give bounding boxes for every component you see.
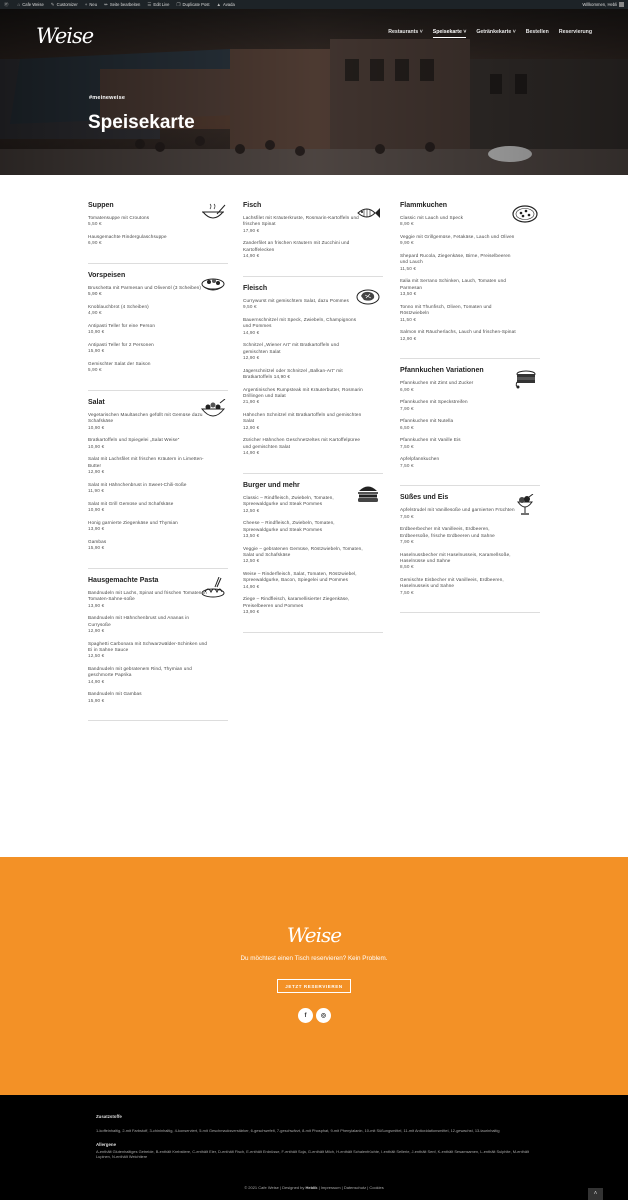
fish-icon: [355, 202, 381, 224]
menu-item-price: 21,90 €: [243, 399, 260, 405]
reservation-logo: Weise: [286, 923, 342, 947]
menu-item: [243, 317, 383, 336]
salad-plate-icon: [200, 272, 226, 294]
menu-item: [88, 234, 228, 247]
home-icon: ⌂: [17, 2, 21, 7]
duplicate-icon: ❐: [176, 1, 181, 7]
menu-item: [243, 546, 383, 565]
menu-item-price: 11,90 €: [88, 488, 105, 494]
admin-bar-item[interactable]: [147, 2, 169, 8]
menu-item-name: Veggie mit Grillgemüse, Fetakäse, Lauch und Oliven: [400, 234, 515, 239]
menu-item: [243, 342, 383, 361]
admin-bar-item-label[interactable]: Neu: [89, 2, 98, 7]
account-greeting[interactable]: Willkommen, Hebli: [582, 2, 617, 7]
menu-item-price: 5,90 €: [88, 367, 102, 373]
menu-item-name: Italia mit Serrano Schinken, Lauch, Tomaten und Parmesan: [400, 278, 507, 290]
steak-icon: [355, 285, 381, 307]
flatbread-icon: [512, 202, 538, 224]
menu-section-title: Salat: [88, 399, 105, 406]
menu-item-name: Haselnussbecher mit Haselnusseis, Karamellsoße, Haselnüsse und Sahne: [400, 551, 511, 564]
live-icon: ☰: [147, 1, 152, 7]
menu-item-price: 10,90 €: [88, 443, 105, 449]
page-title: Speisekarte: [88, 112, 195, 133]
menu-section: [88, 272, 228, 391]
menu-item: [400, 399, 540, 412]
menu-item-name: Tomatensuppe mit Croutons: [88, 215, 150, 220]
admin-bar-item[interactable]: [176, 2, 209, 8]
menu-item-price: 14,90 €: [243, 450, 260, 456]
edit-icon: ✏: [104, 1, 108, 7]
menu-item-price: 7,90 €: [400, 405, 414, 411]
menu-item-name: Bauernschnitzel mit Speck, Zwiebeln, Champignons und Pommes: [243, 316, 357, 329]
menu-item-name: Pfannkuchen mit Nutella: [400, 418, 454, 424]
menu-section-title: Vorspeisen: [88, 272, 126, 279]
nav-item[interactable]: Bestellen: [525, 29, 549, 35]
menu-section-title: Süßes und Eis: [400, 494, 449, 502]
menu-section-title: Suppen: [88, 202, 114, 209]
menu-item-name: Bruschetta mit Parmesan und Olivenöl (3 Scheiben) 5,90 €: [88, 285, 202, 297]
admin-bar-item-label[interactable]: Customizer: [56, 2, 78, 7]
menu-item-name: Ziege – Rindfleisch, karamellisierter Ziegenkäse, Preiselbeeren und Pommes: [243, 596, 350, 608]
nav-item[interactable]: Speisekarte ˅: [433, 29, 467, 38]
menu-item-price: 12,50 €: [243, 507, 260, 513]
main-nav: [388, 29, 592, 38]
legal-links[interactable]: | Impressum | Datenschutz | Cookies: [318, 1185, 384, 1190]
menu-item-name: Pfannkuchen mit Zimt und Zucker: [400, 380, 474, 386]
menu-item-price: 4,90 €: [88, 310, 102, 316]
admin-bar-item[interactable]: [4, 2, 11, 8]
menu-item-price: 14,90 €: [243, 583, 260, 589]
menu-section: [88, 577, 228, 722]
menu-item-name: Weise – Rinderfleisch, Salat, Tomaten, Röstzwiebel, Spreewaldgurke, Bacon, Spiegelei und Pommes: [243, 571, 357, 583]
menu-item-name: Apfelstrudel mit Vanillesoße und garnierten Früchten: [400, 507, 515, 513]
menu-section: [88, 399, 228, 569]
menu-column-1: [88, 200, 228, 729]
allergens-text: A-enthält Glutenhaltiges Getreide, B-enthält Krebstiere, C-enthält Eier, D-enthält Fisch, E-enthält Erdnüsse, F-enthält Soja, G-enthält Milch, H-enthält Schalenfrüchte, I-enthält Sellerie, J-enthält Senf, K-enthält Sesamsamen, L-enthält Sulphite, M-enthält Lupinen, N-enthält Weichtiere: [96, 1149, 529, 1160]
reservation-section: [0, 857, 628, 1095]
facebook-icon[interactable]: f: [298, 1008, 313, 1023]
menu-section-title: Burger und mehr: [243, 481, 300, 489]
menu-item: [400, 526, 540, 545]
admin-bar-items: [4, 2, 242, 8]
menu-item: [88, 615, 228, 634]
menu-item-price: 9,50 €: [243, 304, 257, 310]
menu-section: [400, 494, 540, 613]
menu-item-price: 13,90 €: [88, 602, 105, 608]
menu-item-name: Jägerschnitzel oder Schnitzel „Balkan-Art“ mit Bratkartoffeln 14,90 €: [243, 367, 343, 380]
menu-item-name: Hähnchen Schnitzel mit Bratkartoffeln und gemischten Salat: [243, 412, 362, 424]
menu-item-name: Knoblauchbrot (4 Scheiben): [88, 304, 149, 309]
menu-item-price: 7,90 €: [400, 539, 414, 545]
menu-item-price: 13,50 €: [243, 533, 260, 539]
menu-item-price: 5,50 €: [88, 221, 102, 227]
menu-item-name: Züricher Hähnchen Geschnetzeltes mit Kartoffelpüree und gemischten Salat: [243, 437, 361, 449]
menu-item-name: Pfannkuchen mit Speckstreifen: [400, 399, 468, 405]
menu-item-price: 15,90 €: [88, 545, 105, 551]
menu-section-title: Fisch: [243, 202, 262, 209]
admin-bar-item[interactable]: [51, 2, 78, 8]
wordpress-icon: Ⓦ: [4, 1, 9, 7]
menu-item-name: Bandnudeln mit Hähnchenbrust und Ananas in Currysoße: [88, 615, 190, 627]
menu-item-price: 10,90 €: [88, 329, 105, 335]
menu-item: [243, 412, 383, 431]
menu-item-name: Antipasti Teller für 2 Personen: [88, 342, 154, 347]
menu-item-name: Salmon mit Räucherlachs, Lauch und frischen-Spinat: [400, 329, 516, 335]
hero-hashtag: #meineweise: [89, 95, 126, 101]
menu-item-price: 10,90 €: [88, 424, 105, 430]
admin-bar-item-label[interactable]: Cafe Weise: [22, 2, 44, 7]
menu-item-name: Honig garnierte Ziegenkäse und Thymian: [88, 519, 178, 525]
menu-item-price: 10,90 €: [88, 507, 105, 513]
menu-item: [88, 501, 228, 514]
menu-item-price: 6,90 €: [400, 386, 414, 392]
menu-item: [88, 520, 228, 533]
menu-item-name: Gambas: [88, 538, 107, 544]
menu-section: [88, 202, 228, 264]
menu-item-price: 13,50 €: [400, 291, 417, 297]
admin-bar: [0, 0, 628, 9]
pasta-plate-icon: [200, 577, 226, 599]
menu-item-name: Tonno mit Thunfisch, Oliven, Tomaten und Röstzwiebeln: [400, 303, 492, 316]
menu-item-name: Vegetarischen Maultaschen gefüllt mit Gemüse dazu Schafskäse: [88, 412, 203, 424]
menu-item-name: Shepard Rucola, Ziegenkäse, Birne, Preiselbeeren und Lauch: [400, 253, 511, 265]
brush-icon: ✎: [50, 1, 55, 7]
menu-item-price: 12,90 €: [88, 628, 105, 634]
menu-column-3: [400, 200, 540, 621]
pancake-stack-icon: [512, 367, 538, 389]
menu-item-name: Schnitzel „Wiener Art“ mit Bratkartoffeln und gemischten Salat: [243, 342, 340, 354]
admin-bar-item-label[interactable]: Seite bearbeiten: [109, 2, 141, 7]
ice-cream-sundae-icon: [512, 494, 538, 516]
menu-item-price: 7,50 €: [400, 513, 414, 519]
copyright-text: © 2021 Cafe Weise | Designed by: [244, 1185, 305, 1190]
menu-item-price: 11,50 €: [400, 265, 417, 271]
menu-item-price: 12,90 €: [88, 469, 105, 475]
hero-banner: [0, 9, 628, 175]
menu-item-name: Salat mit Lachsfilet mit frischen Kräutern in Limetten-Butter: [88, 456, 204, 468]
menu-item: [88, 361, 228, 374]
menu-column-2: [243, 200, 383, 641]
menu-item-price: 9,90 €: [400, 240, 414, 246]
allergens-title: Allergene: [96, 1142, 117, 1147]
nav-item[interactable]: Getränkekarte ˅: [476, 29, 516, 35]
menu-item: [243, 437, 383, 456]
menu-section-title: Flammkuchen: [400, 202, 448, 209]
menu-item: [400, 234, 540, 247]
menu-item-name: Erdbeerbecher mit Vanilleeis, Erdbeeren, Erdbeersoße, frische Erdbeeren und Sahne: [400, 526, 495, 538]
avada-icon: ▲: [216, 2, 221, 7]
reservation-text: Du möchtest einen Tisch reservieren? Kein Problem.: [240, 955, 388, 962]
menu-item: [400, 456, 540, 469]
menu-item-price: 6,50 €: [400, 424, 414, 430]
menu-item-price: 15,90 €: [88, 697, 105, 703]
instagram-icon[interactable]: ◎: [316, 1008, 331, 1023]
menu-item-price: 14,90 €: [88, 678, 105, 684]
menu-item-name: Hausgemachte Rindergulaschsuppe: [88, 234, 167, 239]
admin-bar-item[interactable]: [18, 2, 44, 8]
menu-item-name: Classic mit Lauch und Speck: [400, 215, 464, 220]
menu-section: [400, 202, 540, 359]
menu-item-name: Gemischter Salat der Saison: [88, 361, 151, 366]
nav-item[interactable]: Restaurants ˅: [388, 29, 423, 35]
menu-item: [88, 691, 228, 704]
menu-section-title: Fleisch: [243, 284, 268, 292]
menu-item-price: 12,90 €: [243, 355, 260, 361]
menu-item: [400, 329, 540, 342]
menu-item-price: 14,90 €: [243, 253, 260, 259]
menu-item: [88, 641, 228, 660]
menu-item-name: Lachsfilet mit Kräuterkruste, Rosmarin-Kartoffeln und frischen Spinat: [243, 215, 359, 227]
menu-section: [243, 482, 383, 633]
menu-item: [243, 240, 383, 259]
menu-item-price: 15,90 €: [88, 348, 105, 354]
site-logo[interactable]: Weise: [36, 24, 94, 48]
menu-item-name: Salat mit Grill Gemüse und Schafskäse: [88, 500, 174, 506]
menu-item-name: Spaghetti Carbonara mit Schwarzwälder-Schinken und Ei in Sahne Sauce: [88, 640, 208, 653]
reserve-now-button[interactable]: JETZT RESERVIEREN: [277, 979, 351, 993]
admin-bar-item[interactable]: [217, 2, 235, 8]
menu-item-price: 17,90 €: [243, 227, 260, 233]
menu-item-price: 13,90 €: [88, 526, 105, 532]
menu-item-price: 7,50 €: [400, 589, 414, 595]
menu-item-price: 7,50 €: [400, 443, 414, 449]
copyright-line: [0, 1185, 628, 1190]
designer-link[interactable]: Heblik: [305, 1185, 318, 1190]
menu-item: [88, 539, 228, 552]
menu-section: [400, 367, 540, 486]
menu-item-price: 8,50 €: [400, 564, 414, 570]
menu-item: [400, 552, 540, 571]
avatar[interactable]: [619, 2, 624, 7]
menu-item-name: Zanderfilet an frischen Kräutern mit Zucchini und Kartoffelecken: [243, 240, 350, 252]
menu-item-name: Gemischte Eisbecher mit Vanilleeis, Erdbeeren, Haselnusseis und Sahne: [400, 577, 504, 589]
menu-section-title: Pfannkuchen Variationen: [400, 367, 484, 375]
menu-item: [243, 596, 383, 615]
menu-item-name: Bandnudeln mit gebratenem Rind, Thymian und geschmorte Paprika: [88, 666, 192, 678]
menu-item-name: Classic – Rindfleisch, Zwiebeln, Tomaten, Spreewaldgurke und Steak Pommes: [243, 494, 334, 507]
burger-icon: [355, 482, 381, 504]
menu-item: [88, 666, 228, 685]
menu-item: [400, 253, 540, 272]
menu-item: [88, 323, 228, 336]
plus-icon: +: [84, 2, 88, 7]
menu-section: [243, 202, 383, 277]
menu-item: [400, 437, 540, 450]
admin-bar-item-label[interactable]: Duplicate Post: [182, 2, 210, 7]
menu-item-price: 8,90 €: [400, 221, 414, 227]
menu-item: [243, 387, 383, 406]
salad-bowl-icon: [200, 399, 226, 421]
menu-item: [88, 482, 228, 495]
menu-section: [243, 285, 383, 474]
admin-bar-item[interactable]: [85, 2, 97, 8]
admin-bar-item[interactable]: [104, 2, 140, 8]
menu-item-name: Antipasti Teller für eine Person: [88, 323, 156, 328]
menu-item-price: 14,90 €: [243, 329, 260, 335]
menu-item-name: Salat mit Hähnchenbrust in Sweet-Chili-Soße: [88, 481, 187, 487]
menu-item-name: Apfelpfannkuchen: [400, 456, 440, 462]
menu-item-price: 12,50 €: [88, 653, 105, 659]
menu-item-price: 12,90 €: [243, 424, 260, 430]
menu-item: [400, 577, 540, 596]
menu-item: [88, 304, 228, 317]
menu-item-price: 13,90 €: [243, 609, 260, 615]
menu-item-name: Pfannkuchen mit Vanille Eis: [400, 437, 461, 443]
menu-item: [243, 520, 383, 539]
menu-item: [400, 278, 540, 297]
additives-text: 1-koffeinhaltig, 2-mit Farbstoff, 3-chininhaltig, 4-konserviert, 5-mit Geschmacksverstärker, 6-geschwefelt, 7-geschwärzt, 8-mit Phosphat, 9-mit Phenylalanin, 10-mit Süßungsmittel, 11-mit Antioxidationsmittel, 12-gewachst, 13-taurinhaltig: [96, 1128, 500, 1133]
menu-item: [88, 456, 228, 475]
menu-item-name: Bandnudeln mit Lachs, Spinat und frischen Tomaten in Tomaten-Sahne-soße: [88, 589, 207, 602]
menu-item-name: Bratkartoffeln und Spiegelei „Salat Weise“: [88, 437, 180, 443]
soup-bowl-icon: [200, 202, 226, 224]
nav-item[interactable]: Reservierung: [558, 29, 592, 35]
admin-bar-item-label[interactable]: Edit Live: [153, 2, 170, 7]
menu-item-price: 12,50 €: [243, 558, 260, 564]
menu-item: [243, 571, 383, 590]
back-to-top-button[interactable]: ˄: [588, 1188, 603, 1200]
menu-item-name: Bandnudeln mit Gambas: [88, 691, 142, 697]
menu-item: [243, 368, 383, 381]
menu-item: [400, 418, 540, 431]
additives-title: Zusatzstoffe: [96, 1114, 122, 1119]
menu-item-name: Cheese – Rindfleisch, Zwiebeln, Tomaten, Spreewaldgurke und Steak Pommes: [243, 520, 335, 532]
menu-item-name: Veggie – gebratenen Gemüse, Röstzwiebeln, Tomaten, Salat und Schafskäse: [243, 545, 363, 558]
menu-item-price: 6,90 €: [88, 240, 102, 246]
menu-item: [400, 304, 540, 323]
menu-item: [88, 342, 228, 355]
admin-bar-item-label[interactable]: Avada: [223, 2, 235, 7]
admin-bar-account[interactable]: [582, 2, 624, 7]
menu-item-price: 7,50 €: [400, 462, 414, 468]
menu-section-title: Hausgemachte Pasta: [88, 576, 159, 584]
menu-item-name: Currywurst mit gemischtem Salat, dazu Pommes: [243, 297, 349, 303]
menu-item-price: 11,50 €: [400, 316, 417, 322]
menu-item-price: 12,90 €: [400, 335, 417, 341]
menu-item: [88, 437, 228, 450]
menu-item-name: Argentinisches Rumpsteak mit Kräuterbutter, Rosmarin Drillingen und Salat: [243, 386, 363, 399]
